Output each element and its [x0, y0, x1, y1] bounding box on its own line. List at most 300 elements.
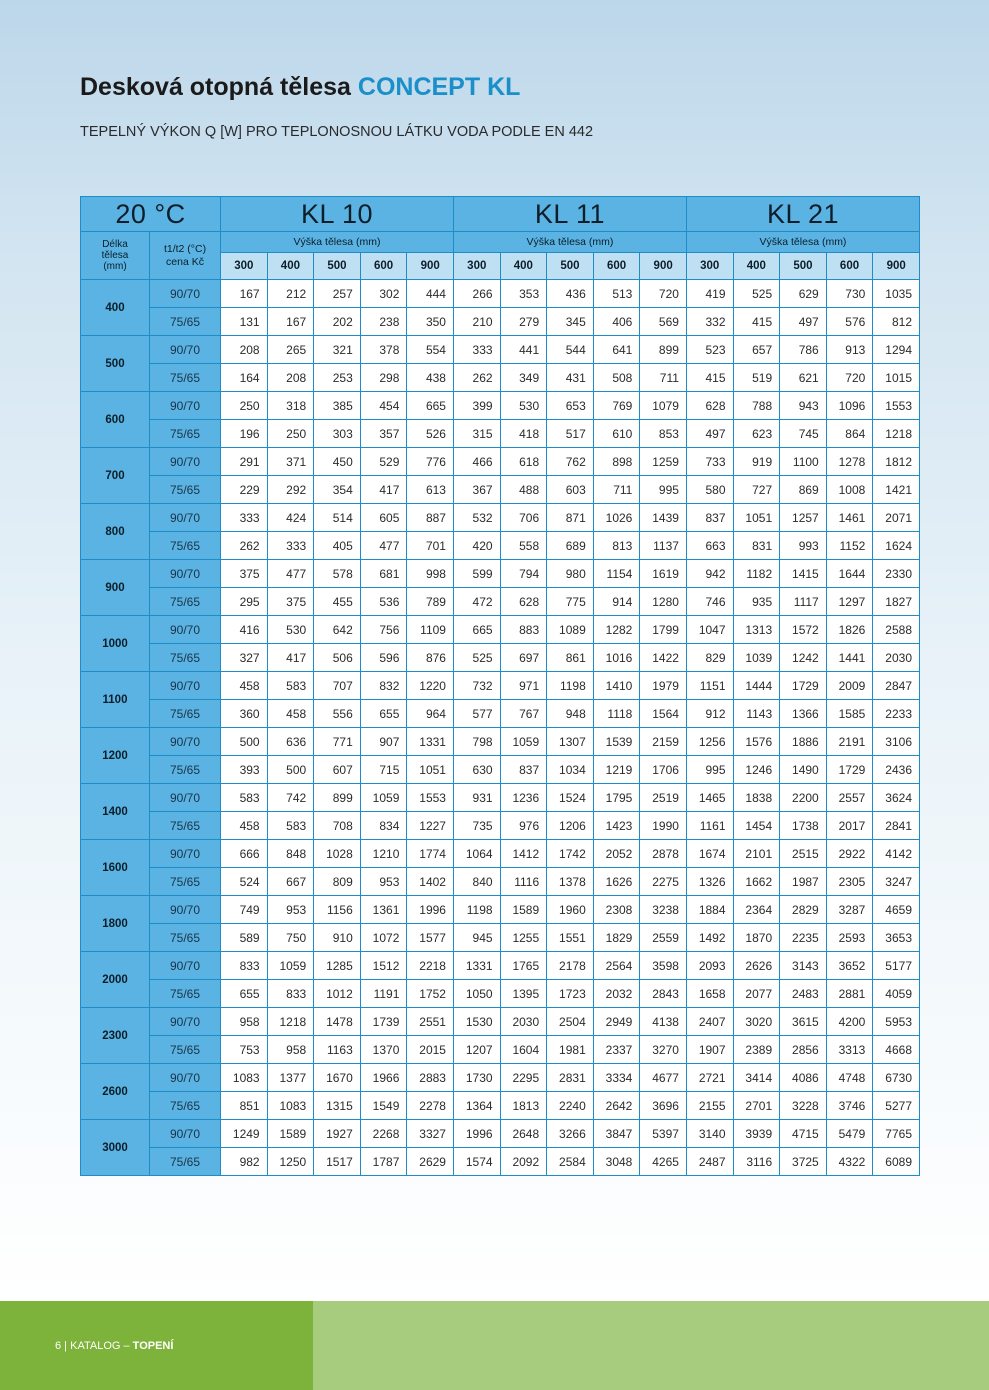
- value-cell: 405: [314, 532, 361, 560]
- length-cell: 800: [81, 504, 150, 560]
- table-row: [81, 476, 920, 504]
- value-cell: 837: [500, 756, 547, 784]
- height-header: 300: [221, 253, 268, 280]
- value-cell: 1553: [873, 392, 920, 420]
- length-cell: 2600: [81, 1064, 150, 1120]
- value-cell: 1979: [640, 672, 687, 700]
- value-cell: 1100: [780, 448, 827, 476]
- value-cell: 730: [826, 280, 873, 308]
- value-cell: 732: [453, 672, 500, 700]
- value-cell: 914: [593, 588, 640, 616]
- value-cell: 2235: [780, 924, 827, 952]
- value-cell: 910: [314, 924, 361, 952]
- value-cell: 196: [221, 420, 268, 448]
- value-cell: 3247: [873, 868, 920, 896]
- value-cell: 2330: [873, 560, 920, 588]
- value-cell: 1015: [873, 364, 920, 392]
- value-cell: 2856: [780, 1036, 827, 1064]
- value-cell: 1465: [686, 784, 733, 812]
- table-row: [81, 448, 920, 476]
- value-cell: 1410: [593, 672, 640, 700]
- value-cell: 2233: [873, 700, 920, 728]
- value-cell: 477: [360, 532, 407, 560]
- value-cell: 1644: [826, 560, 873, 588]
- value-cell: 1765: [500, 952, 547, 980]
- value-cell: 942: [686, 560, 733, 588]
- value-cell: 2364: [733, 896, 780, 924]
- value-cell: 250: [221, 392, 268, 420]
- value-cell: 976: [500, 812, 547, 840]
- value-cell: 262: [221, 532, 268, 560]
- group-header-kl10: KL 10: [221, 197, 454, 232]
- value-cell: 706: [500, 504, 547, 532]
- value-cell: 1422: [640, 644, 687, 672]
- value-cell: 406: [593, 308, 640, 336]
- table-row: [81, 840, 920, 868]
- value-cell: 665: [453, 616, 500, 644]
- value-cell: 771: [314, 728, 361, 756]
- value-cell: 4659: [873, 896, 920, 924]
- value-cell: 1524: [547, 784, 594, 812]
- value-cell: 416: [221, 616, 268, 644]
- value-cell: 415: [733, 308, 780, 336]
- value-cell: 1059: [360, 784, 407, 812]
- height-header: 900: [640, 253, 687, 280]
- value-cell: 1439: [640, 504, 687, 532]
- value-cell: 636: [267, 728, 314, 756]
- value-cell: 2515: [780, 840, 827, 868]
- value-cell: 536: [360, 588, 407, 616]
- value-cell: 1670: [314, 1064, 361, 1092]
- value-cell: 327: [221, 644, 268, 672]
- value-cell: 998: [407, 560, 454, 588]
- value-cell: 1549: [360, 1092, 407, 1120]
- value-cell: 332: [686, 308, 733, 336]
- value-cell: 419: [686, 280, 733, 308]
- footer-bar-right: [313, 1301, 989, 1390]
- height-header: 400: [500, 253, 547, 280]
- value-cell: 506: [314, 644, 361, 672]
- value-cell: 517: [547, 420, 594, 448]
- value-cell: 1960: [547, 896, 594, 924]
- value-cell: 1259: [640, 448, 687, 476]
- value-cell: 848: [267, 840, 314, 868]
- value-cell: 5479: [826, 1120, 873, 1148]
- footer-dash: –: [120, 1340, 133, 1352]
- value-cell: 2268: [360, 1120, 407, 1148]
- value-cell: 266: [453, 280, 500, 308]
- value-cell: 1206: [547, 812, 594, 840]
- length-cell: 1200: [81, 728, 150, 784]
- value-cell: 1089: [547, 616, 594, 644]
- value-cell: 876: [407, 644, 454, 672]
- table-body: [81, 280, 920, 1176]
- value-cell: 958: [267, 1036, 314, 1064]
- value-cell: 720: [826, 364, 873, 392]
- value-cell: 2504: [547, 1008, 594, 1036]
- value-cell: 2032: [593, 980, 640, 1008]
- value-cell: 525: [453, 644, 500, 672]
- value-cell: 1551: [547, 924, 594, 952]
- value-cell: 789: [407, 588, 454, 616]
- table-row: [81, 280, 920, 308]
- height-label-kl10: Výška tělesa (mm): [221, 232, 454, 253]
- value-cell: 2337: [593, 1036, 640, 1064]
- temperature-cell: 90/70: [150, 1064, 221, 1092]
- value-cell: 697: [500, 644, 547, 672]
- group-header-kl21: KL 21: [686, 197, 919, 232]
- value-cell: 2155: [686, 1092, 733, 1120]
- value-cell: 1577: [407, 924, 454, 952]
- value-cell: 424: [267, 504, 314, 532]
- value-cell: 1395: [500, 980, 547, 1008]
- temperature-cell: 75/65: [150, 1036, 221, 1064]
- value-cell: 794: [500, 560, 547, 588]
- value-cell: 1619: [640, 560, 687, 588]
- value-cell: 720: [640, 280, 687, 308]
- value-cell: 3266: [547, 1120, 594, 1148]
- value-cell: 2101: [733, 840, 780, 868]
- value-cell: 2949: [593, 1008, 640, 1036]
- value-cell: 832: [360, 672, 407, 700]
- value-cell: 711: [593, 476, 640, 504]
- column-header-temperature: [150, 232, 221, 280]
- value-cell: 436: [547, 280, 594, 308]
- value-cell: 360: [221, 700, 268, 728]
- value-cell: 2030: [873, 644, 920, 672]
- value-cell: 578: [314, 560, 361, 588]
- value-cell: 1813: [500, 1092, 547, 1120]
- temperature-cell: 75/65: [150, 924, 221, 952]
- value-cell: 762: [547, 448, 594, 476]
- value-cell: 569: [640, 308, 687, 336]
- temperature-cell: 90/70: [150, 616, 221, 644]
- value-cell: 1774: [407, 840, 454, 868]
- value-cell: 971: [500, 672, 547, 700]
- value-cell: 253: [314, 364, 361, 392]
- group-header-kl11: KL 11: [453, 197, 686, 232]
- value-cell: 2629: [407, 1148, 454, 1176]
- value-cell: 6089: [873, 1148, 920, 1176]
- value-cell: 982: [221, 1148, 268, 1176]
- value-cell: 583: [267, 812, 314, 840]
- value-cell: 1990: [640, 812, 687, 840]
- reference-temperature: 20 °C: [81, 197, 221, 232]
- value-cell: 1539: [593, 728, 640, 756]
- temperature-cell: 75/65: [150, 364, 221, 392]
- value-cell: 1313: [733, 616, 780, 644]
- value-cell: 1218: [267, 1008, 314, 1036]
- value-cell: 899: [314, 784, 361, 812]
- length-cell: 1800: [81, 896, 150, 952]
- value-cell: 864: [826, 420, 873, 448]
- value-cell: 524: [221, 868, 268, 896]
- value-cell: 913: [826, 336, 873, 364]
- value-cell: 980: [547, 560, 594, 588]
- table-row: [81, 896, 920, 924]
- value-cell: 1624: [873, 532, 920, 560]
- value-cell: 733: [686, 448, 733, 476]
- value-cell: 525: [733, 280, 780, 308]
- value-cell: 1250: [267, 1148, 314, 1176]
- value-cell: 250: [267, 420, 314, 448]
- value-cell: 2200: [780, 784, 827, 812]
- temperature-cell: 90/70: [150, 448, 221, 476]
- value-cell: 4322: [826, 1148, 873, 1176]
- value-cell: 1034: [547, 756, 594, 784]
- value-cell: 3696: [640, 1092, 687, 1120]
- value-cell: 291: [221, 448, 268, 476]
- value-cell: 450: [314, 448, 361, 476]
- value-cell: 2015: [407, 1036, 454, 1064]
- value-cell: 833: [221, 952, 268, 980]
- table-row: [81, 924, 920, 952]
- value-cell: 3624: [873, 784, 920, 812]
- value-cell: 2178: [547, 952, 594, 980]
- value-cell: 1553: [407, 784, 454, 812]
- value-cell: 809: [314, 868, 361, 896]
- value-cell: 3652: [826, 952, 873, 980]
- value-cell: 1729: [780, 672, 827, 700]
- value-cell: 1795: [593, 784, 640, 812]
- value-cell: 1331: [407, 728, 454, 756]
- temperature-cell: 75/65: [150, 812, 221, 840]
- footer-catalog: KATALOG: [70, 1340, 121, 1352]
- value-cell: 167: [221, 280, 268, 308]
- value-cell: 208: [267, 364, 314, 392]
- value-cell: 1008: [826, 476, 873, 504]
- value-cell: 2278: [407, 1092, 454, 1120]
- value-cell: 1285: [314, 952, 361, 980]
- value-cell: 1981: [547, 1036, 594, 1064]
- value-cell: 788: [733, 392, 780, 420]
- length-cell: 600: [81, 392, 150, 448]
- value-cell: 210: [453, 308, 500, 336]
- value-cell: 371: [267, 448, 314, 476]
- value-cell: 292: [267, 476, 314, 504]
- value-cell: 607: [314, 756, 361, 784]
- table-row: [81, 560, 920, 588]
- value-cell: 1366: [780, 700, 827, 728]
- height-header: 500: [547, 253, 594, 280]
- temperature-cell: 90/70: [150, 952, 221, 980]
- height-header: 900: [407, 253, 454, 280]
- value-cell: 454: [360, 392, 407, 420]
- value-cell: 526: [407, 420, 454, 448]
- value-cell: 318: [267, 392, 314, 420]
- value-cell: 229: [221, 476, 268, 504]
- length-cell: 2000: [81, 952, 150, 1008]
- value-cell: 1035: [873, 280, 920, 308]
- value-cell: 831: [733, 532, 780, 560]
- value-cell: 1461: [826, 504, 873, 532]
- value-cell: 1829: [593, 924, 640, 952]
- column-header-temperature-label: t1/t2 (°C) cena Kč: [163, 242, 207, 268]
- value-cell: 3598: [640, 952, 687, 980]
- height-label-kl21: Výška tělesa (mm): [686, 232, 919, 253]
- value-cell: 417: [360, 476, 407, 504]
- temperature-cell: 90/70: [150, 896, 221, 924]
- value-cell: 2701: [733, 1092, 780, 1120]
- value-cell: 1927: [314, 1120, 361, 1148]
- value-cell: 2218: [407, 952, 454, 980]
- value-cell: 514: [314, 504, 361, 532]
- value-cell: 1799: [640, 616, 687, 644]
- title-product-name: CONCEPT KL: [357, 73, 521, 101]
- temperature-cell: 90/70: [150, 504, 221, 532]
- value-cell: 399: [453, 392, 500, 420]
- value-cell: 861: [547, 644, 594, 672]
- value-cell: 707: [314, 672, 361, 700]
- value-cell: 583: [267, 672, 314, 700]
- value-cell: 2275: [640, 868, 687, 896]
- value-cell: 1870: [733, 924, 780, 952]
- value-cell: 385: [314, 392, 361, 420]
- page-number: 6: [55, 1340, 62, 1352]
- value-cell: 1564: [640, 700, 687, 728]
- value-cell: 1016: [593, 644, 640, 672]
- table-row: [81, 700, 920, 728]
- value-cell: 3106: [873, 728, 920, 756]
- value-cell: 1083: [221, 1064, 268, 1092]
- value-cell: 753: [221, 1036, 268, 1064]
- value-cell: 131: [221, 308, 268, 336]
- value-cell: 2843: [640, 980, 687, 1008]
- value-cell: 912: [686, 700, 733, 728]
- length-cell: 900: [81, 560, 150, 616]
- value-cell: 829: [686, 644, 733, 672]
- value-cell: 378: [360, 336, 407, 364]
- value-cell: 1163: [314, 1036, 361, 1064]
- value-cell: 2557: [826, 784, 873, 812]
- value-cell: 1987: [780, 868, 827, 896]
- value-cell: 2407: [686, 1008, 733, 1036]
- value-cell: 1826: [826, 616, 873, 644]
- value-cell: 554: [407, 336, 454, 364]
- value-cell: 3746: [826, 1092, 873, 1120]
- value-cell: 1297: [826, 588, 873, 616]
- value-cell: 458: [221, 812, 268, 840]
- value-cell: 628: [500, 588, 547, 616]
- value-cell: 302: [360, 280, 407, 308]
- value-cell: 621: [780, 364, 827, 392]
- value-cell: 2389: [733, 1036, 780, 1064]
- value-cell: 417: [267, 644, 314, 672]
- value-cell: 497: [686, 420, 733, 448]
- value-cell: 5177: [873, 952, 920, 980]
- value-cell: 689: [547, 532, 594, 560]
- value-cell: 2009: [826, 672, 873, 700]
- value-cell: 887: [407, 504, 454, 532]
- value-cell: 1966: [360, 1064, 407, 1092]
- value-cell: 798: [453, 728, 500, 756]
- value-cell: 1051: [407, 756, 454, 784]
- table-row: [81, 812, 920, 840]
- value-cell: 1218: [873, 420, 920, 448]
- value-cell: 1151: [686, 672, 733, 700]
- table-row: [81, 644, 920, 672]
- table-row: [81, 1120, 920, 1148]
- value-cell: 1256: [686, 728, 733, 756]
- value-cell: 1117: [780, 588, 827, 616]
- value-cell: 1752: [407, 980, 454, 1008]
- value-cell: 532: [453, 504, 500, 532]
- value-cell: 1512: [360, 952, 407, 980]
- value-cell: 2831: [547, 1064, 594, 1092]
- value-cell: 7765: [873, 1120, 920, 1148]
- value-cell: 1280: [640, 588, 687, 616]
- value-cell: 2559: [640, 924, 687, 952]
- value-cell: 2071: [873, 504, 920, 532]
- temperature-cell: 75/65: [150, 756, 221, 784]
- value-cell: 1307: [547, 728, 594, 756]
- page-subtitle: TEPELNÝ VÝKON Q [W] PRO TEPLONOSNOU LÁTKU VODA PODLE EN 442: [80, 124, 594, 140]
- table-row: [81, 672, 920, 700]
- value-cell: 1047: [686, 616, 733, 644]
- table-row: [81, 392, 920, 420]
- value-cell: 4142: [873, 840, 920, 868]
- value-cell: 2240: [547, 1092, 594, 1120]
- value-cell: 4668: [873, 1036, 920, 1064]
- value-cell: 2191: [826, 728, 873, 756]
- value-cell: 3414: [733, 1064, 780, 1092]
- value-cell: 1051: [733, 504, 780, 532]
- value-cell: 1742: [547, 840, 594, 868]
- value-cell: 4748: [826, 1064, 873, 1092]
- value-cell: 1242: [780, 644, 827, 672]
- value-cell: 580: [686, 476, 733, 504]
- temperature-cell: 75/65: [150, 476, 221, 504]
- value-cell: 3313: [826, 1036, 873, 1064]
- value-cell: 599: [453, 560, 500, 588]
- value-cell: 415: [686, 364, 733, 392]
- value-cell: 1377: [267, 1064, 314, 1092]
- value-cell: 202: [314, 308, 361, 336]
- height-header: 500: [314, 253, 361, 280]
- value-cell: 1996: [453, 1120, 500, 1148]
- value-cell: 353: [500, 280, 547, 308]
- value-cell: 2721: [686, 1064, 733, 1092]
- value-cell: 767: [500, 700, 547, 728]
- value-cell: 4715: [780, 1120, 827, 1148]
- value-cell: 1191: [360, 980, 407, 1008]
- value-cell: 2564: [593, 952, 640, 980]
- table-row: [81, 1148, 920, 1176]
- temperature-cell: 90/70: [150, 728, 221, 756]
- value-cell: 345: [547, 308, 594, 336]
- value-cell: 1454: [733, 812, 780, 840]
- value-cell: 500: [267, 756, 314, 784]
- value-cell: 871: [547, 504, 594, 532]
- height-header: 300: [686, 253, 733, 280]
- table-row: [81, 336, 920, 364]
- value-cell: 5277: [873, 1092, 920, 1120]
- value-cell: 742: [267, 784, 314, 812]
- value-cell: 655: [221, 980, 268, 1008]
- value-cell: 1421: [873, 476, 920, 504]
- value-cell: 2519: [640, 784, 687, 812]
- value-cell: 167: [267, 308, 314, 336]
- value-cell: 1198: [547, 672, 594, 700]
- value-cell: 1444: [733, 672, 780, 700]
- value-cell: 1585: [826, 700, 873, 728]
- value-cell: 455: [314, 588, 361, 616]
- value-cell: 519: [733, 364, 780, 392]
- value-cell: 1884: [686, 896, 733, 924]
- value-cell: 2017: [826, 812, 873, 840]
- value-cell: 333: [267, 532, 314, 560]
- value-cell: 628: [686, 392, 733, 420]
